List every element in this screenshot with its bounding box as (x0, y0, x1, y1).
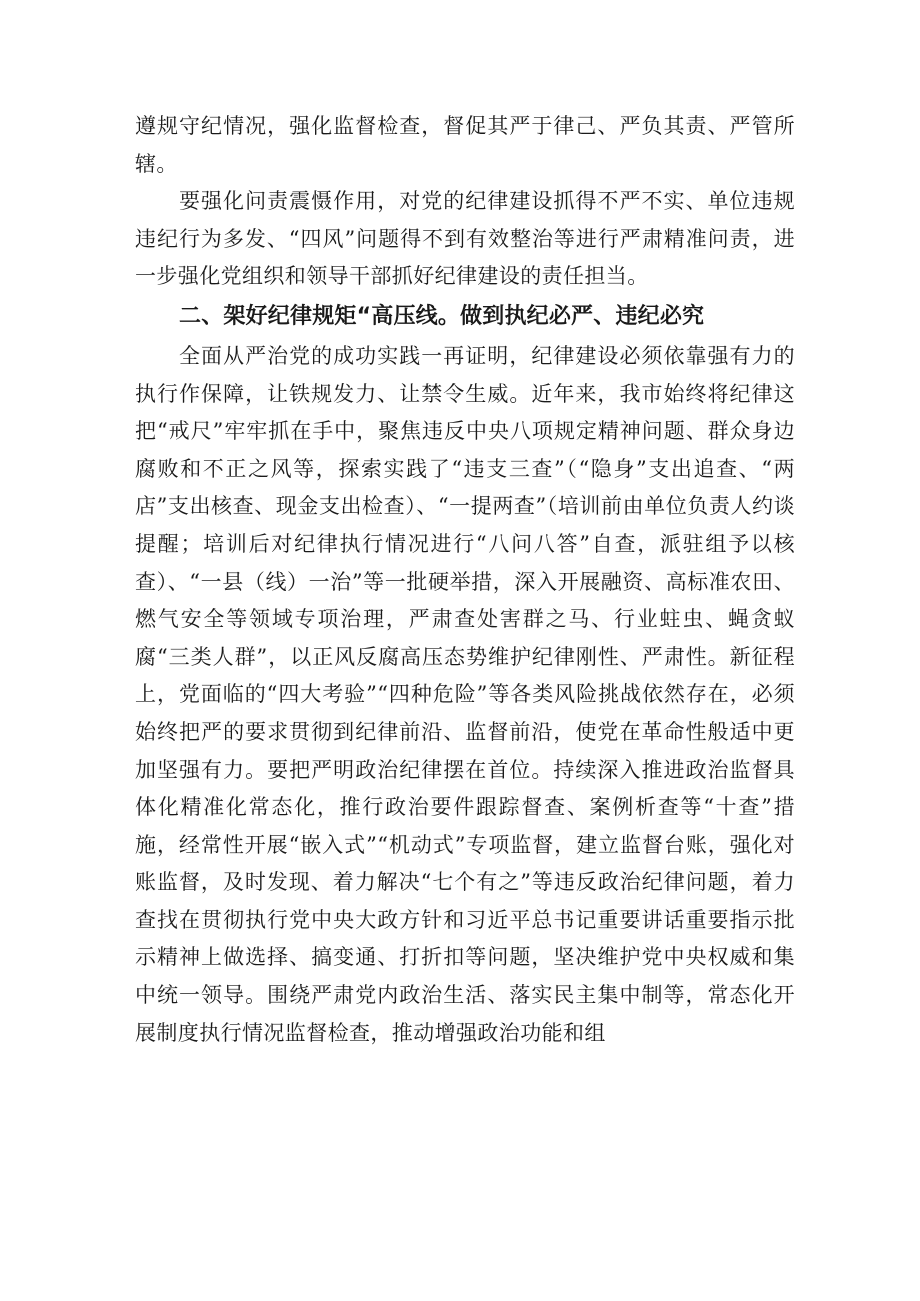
document-page (135, 108, 795, 1052)
paragraph-continuation: 遵规守纪情况，强化监督检查，督促其严于律己、严负其责、严管所辖。 (135, 114, 795, 176)
paragraph-discipline: 全面从严治党的成功实践一再证明，纪律建设必须依靠强有力的执行作保障，让铁规发力、让禁令生威。近年来，我市始终将纪律这把“戒尺”牢牢抓在手中，聚焦违反中央八项规定精神问题、群众身边腐败和不正之风等，探索实践了“违支三查”（“隐身”支出追查、“两店”支出核查、现金支出检查）、“一提两查”（培训前由单位负责人约谈提醒；培训后对纪律执行情况进行“八问八答”自查，派驻组予以核查）、“一县（线）一治”等一批硬举措，深入开展融资、高标准农田、燃气安全等领域专项治理，严肃查处害群之马、行业蛀虫、蝇贪蚁腐“三类人群”，以正风反腐高压态势维护纪律刚性、严肃性。新征程上，党面临的“四大考验”“四种危险”等各类风险挑战依然存在，必须始终把严的要求贯彻到纪律前沿、监督前沿，使党在革命性般适中更加坚强有力。要把严明政治纪律摆在首位。持续深入推进政治监督具体化精准化常态化，推行政治要件跟踪督查、案例析查等“十查”措施，经常性开展“嵌入式”“机动式”专项监督，建立监督台账，强化对账监督，及时发现、着力解决“七个有之”等违反政治纪律问题，着力查找在贯彻执行党中央大政方针和习近平总书记重要讲话重要指示批示精神上做选择、搞变通、打折扣等问题，坚决维护党中央权威和集中统一领导。围绕严肃党内政治生活、落实民主集中制等，常态化开展制度执行情况监督检查，推动增强政治功能和组 (135, 343, 795, 1045)
paragraph-accountability: 要强化问责震慑作用，对党的纪律建设抓得不严不实、单位违规违纪行为多发、“四风”问题得不到有效整治等进行严肃精准问责，进一步强化党组织和领导干部抓好纪律建设的责任担当。 (135, 189, 795, 289)
section-heading-2: 二、架好纪律规矩“高压线。做到执纪必严、违纪必究 (179, 303, 705, 329)
